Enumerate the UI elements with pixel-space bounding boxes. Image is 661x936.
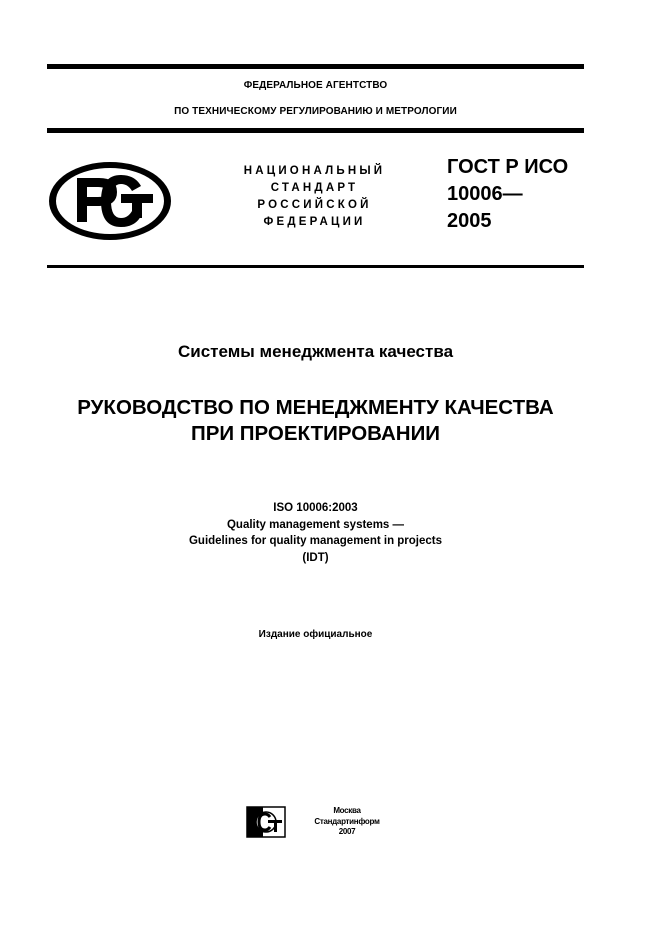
title-line-1: РУКОВОДСТВО ПО МЕНЕДЖМЕНТУ КАЧЕСТВА [77, 396, 554, 419]
middle-rule [47, 265, 584, 268]
standard-designation [447, 154, 568, 235]
designation-line-2: 10006— [447, 183, 523, 205]
top-rule [47, 64, 584, 69]
publisher-info [300, 806, 394, 838]
title-line-2: ПРИ ПРОЕКТИРОВАНИИ [190, 422, 441, 445]
publisher-name: Стандартинформ [314, 816, 380, 826]
designation-line-3: 2005 [447, 210, 492, 232]
national-line-1: НАЦИОНАЛЬНЫЙ [243, 165, 386, 177]
iso-line-3: Guidelines for quality management in projects [188, 535, 443, 547]
document-title [40, 395, 591, 447]
rst-certification-mark-icon [47, 160, 173, 242]
edition-label: Издание официальное [258, 629, 373, 640]
national-line-4: ФЕДЕРАЦИИ [263, 216, 366, 228]
publisher-city: Москва [333, 806, 361, 815]
publisher-year: 2007 [338, 827, 356, 836]
iso-line-1: ISO 10006:2003 [273, 502, 358, 514]
iso-line-2: Quality management systems — [226, 518, 405, 531]
iso-reference [47, 500, 584, 566]
document-subtitle: Системы менеджмента качества [177, 342, 454, 361]
national-standard-label [222, 163, 407, 231]
header-rule [47, 128, 584, 133]
national-line-2: СТАНДАРТ [270, 182, 359, 194]
agency-line-2: ПО ТЕХНИЧЕСКОМУ РЕГУЛИРОВАНИЮ И МЕТРОЛОГИИ [174, 106, 457, 117]
iso-line-4: (IDT) [302, 551, 329, 564]
national-line-3: РОССИЙСКОЙ [257, 199, 372, 211]
standartinform-logo-icon [246, 806, 286, 838]
designation-line-1: ГОСТ Р ИСО [447, 156, 569, 178]
agency-line-1: ФЕДЕРАЛЬНОЕ АГЕНТСТВО [243, 80, 388, 91]
